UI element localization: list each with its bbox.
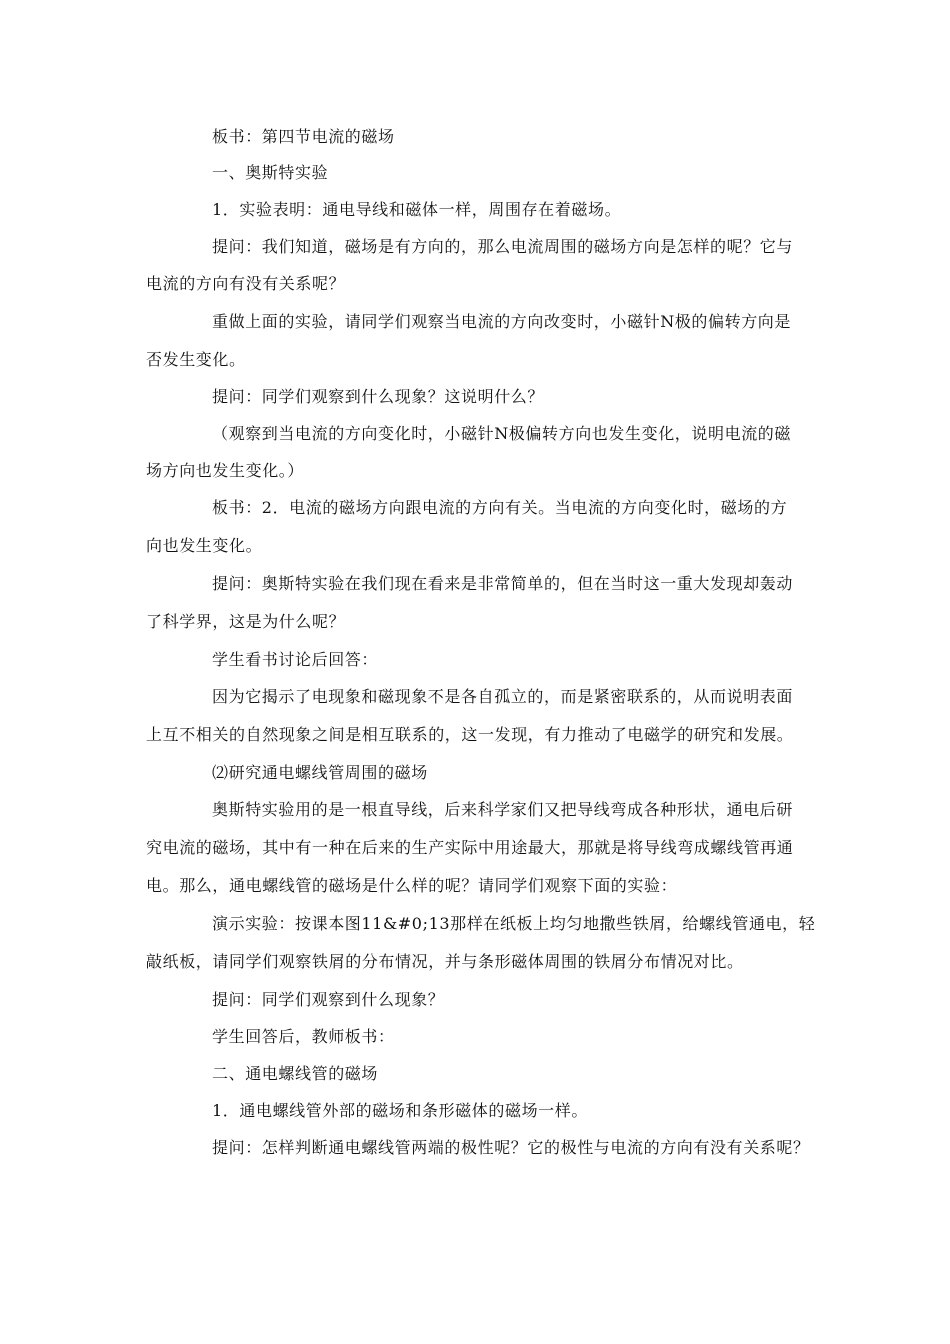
text-line: 电流的方向有没有关系呢？ bbox=[146, 274, 346, 293]
heading-board-title: 板书：第四节电流的磁场 bbox=[212, 127, 395, 146]
text-line: 提问：我们知道，磁场是有方向的，那么电流周围的磁场方向是怎样的呢？它与 bbox=[212, 237, 794, 256]
text-line: 1．实验表明：通电导线和磁体一样，周围存在着磁场。 bbox=[212, 200, 622, 219]
text-line: 1．通电螺线管外部的磁场和条形磁体的磁场一样。 bbox=[212, 1101, 588, 1120]
text-line: 学生回答后，教师板书： bbox=[212, 1027, 395, 1046]
section-heading-solenoid: ⑵研究通电螺线管周围的磁场 bbox=[212, 763, 428, 782]
text-line: 学生看书讨论后回答： bbox=[212, 650, 379, 669]
text-line: 敲纸板，请同学们观察铁屑的分布情况，并与条形磁体周围的铁屑分布情况对比。 bbox=[146, 952, 744, 971]
section-heading-solenoid-field: 二、通电螺线管的磁场 bbox=[212, 1064, 379, 1083]
text-line: 提问：同学们观察到什么现象？这说明什么？ bbox=[212, 387, 545, 406]
text-line: 电。那么，通电螺线管的磁场是什么样的呢？请同学们观察下面的实验： bbox=[146, 876, 678, 895]
section-heading-oersted: 一、奥斯特实验 bbox=[212, 163, 329, 182]
text-line: 否发生变化。 bbox=[146, 350, 246, 369]
text-line: 了科学界，这是为什么呢？ bbox=[146, 612, 346, 631]
text-line: 究电流的磁场，其中有一种在后来的生产实际中用途最大，那就是将导线弯成螺线管再通 bbox=[146, 838, 794, 857]
text-line: 板书：2．电流的磁场方向跟电流的方向有关。当电流的方向变化时，磁场的方 bbox=[212, 498, 788, 517]
text-line: 提问：奥斯特实验在我们现在看来是非常简单的，但在当时这一重大发现却轰动 bbox=[212, 574, 794, 593]
text-line: 提问：怎样判断通电螺线管两端的极性呢？它的极性与电流的方向有没有关系呢？ bbox=[212, 1138, 810, 1157]
text-line: 奥斯特实验用的是一根直导线，后来科学家们又把导线弯成各种形状，通电后研 bbox=[212, 800, 794, 819]
text-line: 演示实验：按课本图11&#0;13那样在纸板上均匀地撒些铁屑，给螺线管通电，轻 bbox=[212, 914, 816, 933]
text-line: 重做上面的实验，请同学们观察当电流的方向改变时，小磁针N极的偏转方向是 bbox=[212, 312, 792, 331]
text-line: 提问：同学们观察到什么现象？ bbox=[212, 990, 445, 1009]
text-line: 上互不相关的自然现象之间是相互联系的，这一发现，有力推动了电磁学的研究和发展。 bbox=[146, 725, 794, 744]
text-line: 场方向也发生变化。） bbox=[146, 461, 305, 480]
text-line: 因为它揭示了电现象和磁现象不是各自孤立的，而是紧密联系的，从而说明表面 bbox=[212, 687, 794, 706]
text-line: （观察到当电流的方向变化时，小磁针N极偏转方向也发生变化，说明电流的磁 bbox=[212, 424, 792, 443]
text-line: 向也发生变化。 bbox=[146, 536, 263, 555]
